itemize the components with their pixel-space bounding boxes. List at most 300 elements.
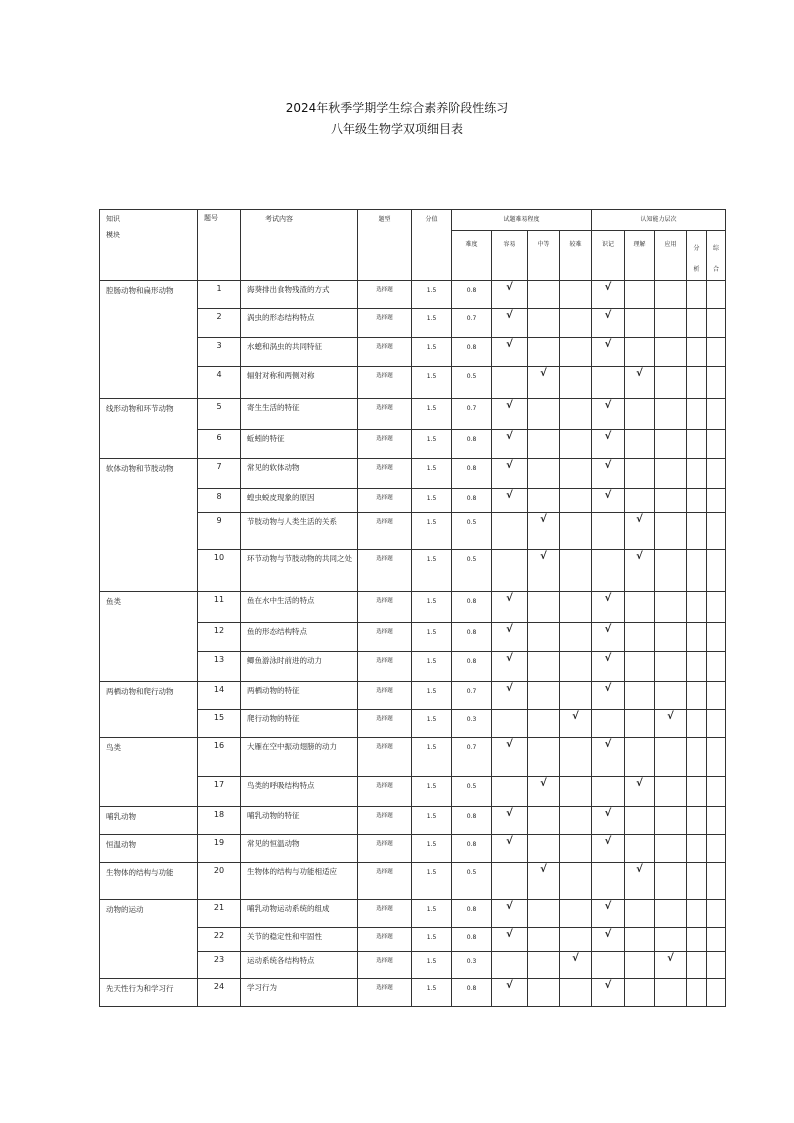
level-easy-cell: [492, 710, 528, 738]
cognitive-synth-cell: [707, 309, 726, 338]
cognitive-know-cell: [592, 513, 625, 550]
score-cell: 1.5: [412, 652, 452, 682]
cognitive-synth-cell: [707, 430, 726, 459]
score-cell: 1.5: [412, 550, 452, 592]
cognitive-understand-cell: [625, 652, 655, 682]
cognitive-apply-cell: [655, 777, 687, 807]
header-module-line2: 模块: [106, 231, 120, 239]
level-hard-cell: [560, 399, 592, 430]
cognitive-synth-cell: [707, 281, 726, 309]
cognitive-analyze-cell: [687, 489, 707, 513]
cognitive-know-cell: √: [592, 979, 625, 1007]
cognitive-apply-cell: [655, 928, 687, 952]
module-cell: 哺乳动物: [100, 807, 198, 835]
cognitive-analyze-cell: [687, 652, 707, 682]
exam-content: 鱼的形态结构特点: [241, 623, 358, 652]
question-number: 2: [198, 309, 241, 338]
cognitive-know-cell: [592, 710, 625, 738]
cognitive-apply-cell: [655, 592, 687, 623]
table-row: [100, 900, 726, 928]
cognitive-understand-cell: √: [625, 367, 655, 399]
level-easy-cell: [492, 513, 528, 550]
cognitive-synth-cell: [707, 777, 726, 807]
cognitive-know-cell: √: [592, 338, 625, 367]
level-hard-cell: [560, 459, 592, 489]
cognitive-apply-cell: [655, 807, 687, 835]
cognitive-apply-cell: [655, 399, 687, 430]
question-type: 选择题: [358, 900, 412, 928]
cognitive-apply-cell: [655, 863, 687, 900]
level-easy-cell: √: [492, 309, 528, 338]
difficulty-cell: 0.7: [452, 309, 492, 338]
question-number: 22: [198, 928, 241, 952]
cognitive-know-cell: √: [592, 807, 625, 835]
cognitive-synth-cell: [707, 652, 726, 682]
question-type: 选择题: [358, 430, 412, 459]
cognitive-apply-cell: [655, 281, 687, 309]
question-type: 选择题: [358, 338, 412, 367]
cognitive-understand-cell: [625, 738, 655, 777]
header-analyze-line2: 析: [693, 266, 700, 273]
header-easy: 容易: [492, 231, 528, 281]
level-medium-cell: [528, 489, 560, 513]
cognitive-apply-cell: [655, 738, 687, 777]
cognitive-analyze-cell: [687, 309, 707, 338]
level-medium-cell: √: [528, 777, 560, 807]
header-know: 识记: [592, 231, 625, 281]
level-medium-cell: [528, 399, 560, 430]
header-analyze-line1: 分: [693, 245, 700, 252]
question-type: 选择题: [358, 863, 412, 900]
level-hard-cell: √: [560, 710, 592, 738]
level-medium-cell: [528, 281, 560, 309]
difficulty-cell: 0.7: [452, 682, 492, 710]
specification-table: [99, 209, 726, 1007]
table-row: [100, 835, 726, 863]
level-hard-cell: [560, 623, 592, 652]
question-type: 选择题: [358, 489, 412, 513]
exam-content: 蚯蚓的特征: [241, 430, 358, 459]
question-number: 12: [198, 623, 241, 652]
level-easy-cell: [492, 777, 528, 807]
exam-content: 辐射对称和两侧对称: [241, 367, 358, 399]
question-number: 18: [198, 807, 241, 835]
cognitive-analyze-cell: [687, 710, 707, 738]
cognitive-know-cell: √: [592, 738, 625, 777]
cognitive-synth-cell: [707, 489, 726, 513]
score-cell: 1.5: [412, 928, 452, 952]
level-medium-cell: [528, 835, 560, 863]
level-medium-cell: √: [528, 367, 560, 399]
question-number: 6: [198, 430, 241, 459]
cognitive-synth-cell: [707, 928, 726, 952]
level-hard-cell: [560, 807, 592, 835]
cognitive-know-cell: √: [592, 399, 625, 430]
table-row: [100, 281, 726, 309]
question-number: 1: [198, 281, 241, 309]
cognitive-analyze-cell: [687, 550, 707, 592]
cognitive-know-cell: √: [592, 835, 625, 863]
exam-content: 爬行动物的特征: [241, 710, 358, 738]
exam-content: 大雁在空中振动翅膀的动力: [241, 738, 358, 777]
level-easy-cell: √: [492, 592, 528, 623]
level-easy-cell: √: [492, 459, 528, 489]
cognitive-analyze-cell: [687, 952, 707, 979]
question-number: 5: [198, 399, 241, 430]
cognitive-analyze-cell: [687, 738, 707, 777]
score-cell: 1.5: [412, 835, 452, 863]
level-hard-cell: [560, 309, 592, 338]
difficulty-cell: 0.7: [452, 399, 492, 430]
question-number: 24: [198, 979, 241, 1007]
cognitive-analyze-cell: [687, 367, 707, 399]
exam-content: 寄生生活的特征: [241, 399, 358, 430]
score-cell: 1.5: [412, 459, 452, 489]
exam-content: 环节动物与节肢动物的共同之处: [241, 550, 358, 592]
question-type: 选择题: [358, 777, 412, 807]
cognitive-understand-cell: √: [625, 550, 655, 592]
exam-content: 水螅和涡虫的共同特征: [241, 338, 358, 367]
header-module-line1: 知识: [106, 215, 120, 223]
difficulty-cell: 0.8: [452, 489, 492, 513]
cognitive-apply-cell: [655, 550, 687, 592]
cognitive-know-cell: √: [592, 682, 625, 710]
exam-content: 运动系统各结构特点: [241, 952, 358, 979]
level-medium-cell: [528, 682, 560, 710]
level-medium-cell: √: [528, 550, 560, 592]
level-hard-cell: [560, 777, 592, 807]
question-type: 选择题: [358, 309, 412, 338]
cognitive-synth-cell: [707, 592, 726, 623]
table-header: [100, 210, 726, 281]
question-number: 20: [198, 863, 241, 900]
level-medium-cell: √: [528, 863, 560, 900]
level-hard-cell: [560, 513, 592, 550]
cognitive-analyze-cell: [687, 863, 707, 900]
header-understand: 理解: [625, 231, 655, 281]
cognitive-know-cell: √: [592, 652, 625, 682]
level-easy-cell: [492, 550, 528, 592]
exam-content: 常见的软体动物: [241, 459, 358, 489]
level-medium-cell: [528, 928, 560, 952]
level-easy-cell: √: [492, 430, 528, 459]
question-number: 17: [198, 777, 241, 807]
cognitive-know-cell: √: [592, 623, 625, 652]
cognitive-analyze-cell: [687, 281, 707, 309]
question-number: 16: [198, 738, 241, 777]
question-type: 选择题: [358, 592, 412, 623]
score-cell: 1.5: [412, 489, 452, 513]
level-easy-cell: √: [492, 900, 528, 928]
difficulty-cell: 0.8: [452, 338, 492, 367]
score-cell: 1.5: [412, 281, 452, 309]
level-hard-cell: [560, 979, 592, 1007]
table-row: [100, 738, 726, 777]
exam-content: 生物体的结构与功能相适应: [241, 863, 358, 900]
header-module: [100, 210, 198, 281]
cognitive-understand-cell: [625, 430, 655, 459]
cognitive-apply-cell: √: [655, 710, 687, 738]
level-easy-cell: √: [492, 682, 528, 710]
difficulty-cell: 0.8: [452, 979, 492, 1007]
level-medium-cell: [528, 338, 560, 367]
exam-content: 哺乳动物运动系统的组成: [241, 900, 358, 928]
cognitive-analyze-cell: [687, 623, 707, 652]
header-cognitive-group: 认知能力层次: [592, 210, 726, 231]
cognitive-synth-cell: [707, 835, 726, 863]
cognitive-understand-cell: [625, 835, 655, 863]
score-cell: 1.5: [412, 309, 452, 338]
cognitive-understand-cell: [625, 338, 655, 367]
cognitive-apply-cell: [655, 367, 687, 399]
cognitive-know-cell: √: [592, 459, 625, 489]
question-type: 选择题: [358, 623, 412, 652]
cognitive-understand-cell: [625, 399, 655, 430]
level-hard-cell: [560, 863, 592, 900]
document-title: 2024年秋季学期学生综合素养阶段性练习: [285, 101, 509, 115]
level-hard-cell: [560, 550, 592, 592]
header-type: 题型: [358, 210, 412, 281]
exam-content: 学习行为: [241, 979, 358, 1007]
score-cell: 1.5: [412, 513, 452, 550]
cognitive-synth-cell: [707, 367, 726, 399]
cognitive-understand-cell: [625, 623, 655, 652]
header-medium: 中等: [528, 231, 560, 281]
cognitive-understand-cell: √: [625, 777, 655, 807]
question-number: 3: [198, 338, 241, 367]
header-qno: 题号: [198, 210, 241, 281]
question-type: 选择题: [358, 710, 412, 738]
header-hard: 较难: [560, 231, 592, 281]
difficulty-cell: 0.5: [452, 513, 492, 550]
level-medium-cell: [528, 592, 560, 623]
question-type: 选择题: [358, 928, 412, 952]
question-type: 选择题: [358, 513, 412, 550]
level-hard-cell: [560, 928, 592, 952]
cognitive-apply-cell: [655, 652, 687, 682]
difficulty-cell: 0.8: [452, 592, 492, 623]
level-easy-cell: √: [492, 807, 528, 835]
module-cell: 生物体的结构与功能: [100, 863, 198, 900]
level-hard-cell: [560, 652, 592, 682]
question-type: 选择题: [358, 550, 412, 592]
cognitive-analyze-cell: [687, 835, 707, 863]
cognitive-synth-cell: [707, 863, 726, 900]
cognitive-know-cell: √: [592, 592, 625, 623]
question-type: 选择题: [358, 807, 412, 835]
question-type: 选择题: [358, 281, 412, 309]
level-easy-cell: √: [492, 979, 528, 1007]
question-type: 选择题: [358, 738, 412, 777]
level-easy-cell: √: [492, 928, 528, 952]
cognitive-understand-cell: [625, 952, 655, 979]
module-cell: 线形动物和环节动物: [100, 399, 198, 459]
level-easy-cell: √: [492, 738, 528, 777]
cognitive-synth-cell: [707, 682, 726, 710]
exam-content: 鱼在水中生活的特点: [241, 592, 358, 623]
question-number: 9: [198, 513, 241, 550]
level-medium-cell: [528, 738, 560, 777]
level-medium-cell: [528, 430, 560, 459]
score-cell: 1.5: [412, 900, 452, 928]
score-cell: 1.5: [412, 367, 452, 399]
question-number: 19: [198, 835, 241, 863]
difficulty-cell: 0.8: [452, 459, 492, 489]
cognitive-analyze-cell: [687, 807, 707, 835]
cognitive-know-cell: √: [592, 309, 625, 338]
table-row: [100, 979, 726, 1007]
question-number: 13: [198, 652, 241, 682]
header-score: 分值: [412, 210, 452, 281]
difficulty-cell: 0.5: [452, 367, 492, 399]
score-cell: 1.5: [412, 710, 452, 738]
exam-content: 节肢动物与人类生活的关系: [241, 513, 358, 550]
exam-content: 哺乳动物的特征: [241, 807, 358, 835]
cognitive-apply-cell: [655, 338, 687, 367]
score-cell: 1.5: [412, 777, 452, 807]
level-medium-cell: [528, 807, 560, 835]
level-hard-cell: [560, 430, 592, 459]
exam-content: 鸟类的呼吸结构特点: [241, 777, 358, 807]
difficulty-cell: 0.3: [452, 710, 492, 738]
table-row: [100, 807, 726, 835]
cognitive-know-cell: [592, 777, 625, 807]
cognitive-understand-cell: [625, 592, 655, 623]
level-medium-cell: √: [528, 513, 560, 550]
exam-content: 常见的恒温动物: [241, 835, 358, 863]
table-row: [100, 399, 726, 430]
cognitive-understand-cell: [625, 928, 655, 952]
question-type: 选择题: [358, 682, 412, 710]
question-type: 选择题: [358, 652, 412, 682]
cognitive-analyze-cell: [687, 900, 707, 928]
difficulty-cell: 0.8: [452, 835, 492, 863]
level-medium-cell: [528, 459, 560, 489]
cognitive-apply-cell: [655, 979, 687, 1007]
level-hard-cell: [560, 900, 592, 928]
cognitive-know-cell: [592, 863, 625, 900]
level-hard-cell: [560, 281, 592, 309]
cognitive-synth-cell: [707, 399, 726, 430]
cognitive-analyze-cell: [687, 338, 707, 367]
cognitive-analyze-cell: [687, 979, 707, 1007]
cognitive-know-cell: √: [592, 489, 625, 513]
exam-content: 涡虫的形态结构特点: [241, 309, 358, 338]
level-hard-cell: [560, 738, 592, 777]
question-type: 选择题: [358, 835, 412, 863]
cognitive-apply-cell: [655, 430, 687, 459]
level-easy-cell: √: [492, 489, 528, 513]
header-analyze: [687, 231, 707, 281]
question-number: 14: [198, 682, 241, 710]
level-easy-cell: [492, 952, 528, 979]
cognitive-analyze-cell: [687, 513, 707, 550]
module-cell: 两栖动物和爬行动物: [100, 682, 198, 738]
level-hard-cell: [560, 367, 592, 399]
level-hard-cell: [560, 682, 592, 710]
table-body: [100, 281, 726, 1007]
difficulty-cell: 0.8: [452, 807, 492, 835]
difficulty-cell: 0.7: [452, 738, 492, 777]
question-type: 选择题: [358, 952, 412, 979]
cognitive-understand-cell: [625, 979, 655, 1007]
exam-content: 海葵排出食物残渣的方式: [241, 281, 358, 309]
cognitive-synth-cell: [707, 807, 726, 835]
cognitive-synth-cell: [707, 738, 726, 777]
question-number: 23: [198, 952, 241, 979]
table-row: [100, 863, 726, 900]
difficulty-cell: 0.8: [452, 652, 492, 682]
score-cell: 1.5: [412, 338, 452, 367]
question-number: 10: [198, 550, 241, 592]
cognitive-analyze-cell: [687, 430, 707, 459]
level-easy-cell: √: [492, 623, 528, 652]
question-type: 选择题: [358, 979, 412, 1007]
header-synthesize-line2: 合: [713, 266, 720, 273]
module-cell: 腔肠动物和扁形动物: [100, 281, 198, 399]
cognitive-synth-cell: [707, 550, 726, 592]
question-number: 11: [198, 592, 241, 623]
level-medium-cell: [528, 979, 560, 1007]
cognitive-apply-cell: √: [655, 952, 687, 979]
question-number: 7: [198, 459, 241, 489]
cognitive-apply-cell: [655, 900, 687, 928]
cognitive-understand-cell: [625, 489, 655, 513]
cognitive-understand-cell: [625, 459, 655, 489]
question-type: 选择题: [358, 459, 412, 489]
exam-content: 两栖动物的特征: [241, 682, 358, 710]
cognitive-understand-cell: [625, 682, 655, 710]
difficulty-cell: 0.5: [452, 863, 492, 900]
difficulty-cell: 0.8: [452, 430, 492, 459]
module-cell: 先天性行为和学习行: [100, 979, 198, 1007]
level-medium-cell: [528, 952, 560, 979]
cognitive-analyze-cell: [687, 777, 707, 807]
cognitive-apply-cell: [655, 489, 687, 513]
cognitive-synth-cell: [707, 979, 726, 1007]
level-easy-cell: [492, 863, 528, 900]
cognitive-understand-cell: [625, 281, 655, 309]
table-row: [100, 592, 726, 623]
header-difficulty-group: 试题难易程度: [452, 210, 592, 231]
module-cell: 软体动物和节肢动物: [100, 459, 198, 592]
difficulty-cell: 0.5: [452, 777, 492, 807]
score-cell: 1.5: [412, 682, 452, 710]
score-cell: 1.5: [412, 738, 452, 777]
question-number: 21: [198, 900, 241, 928]
question-number: 8: [198, 489, 241, 513]
level-medium-cell: [528, 309, 560, 338]
score-cell: 1.5: [412, 399, 452, 430]
document-subtitle: 八年级生物学双项细目表: [330, 122, 463, 136]
cognitive-understand-cell: √: [625, 863, 655, 900]
cognitive-apply-cell: [655, 682, 687, 710]
score-cell: 1.5: [412, 430, 452, 459]
question-type: 选择题: [358, 367, 412, 399]
level-medium-cell: [528, 652, 560, 682]
cognitive-know-cell: [592, 550, 625, 592]
level-hard-cell: [560, 835, 592, 863]
header-content: 考试内容: [241, 210, 358, 281]
difficulty-cell: 0.8: [452, 928, 492, 952]
level-easy-cell: [492, 367, 528, 399]
level-easy-cell: √: [492, 281, 528, 309]
cognitive-know-cell: [592, 952, 625, 979]
level-easy-cell: √: [492, 652, 528, 682]
level-medium-cell: [528, 710, 560, 738]
cognitive-understand-cell: [625, 710, 655, 738]
cognitive-analyze-cell: [687, 592, 707, 623]
